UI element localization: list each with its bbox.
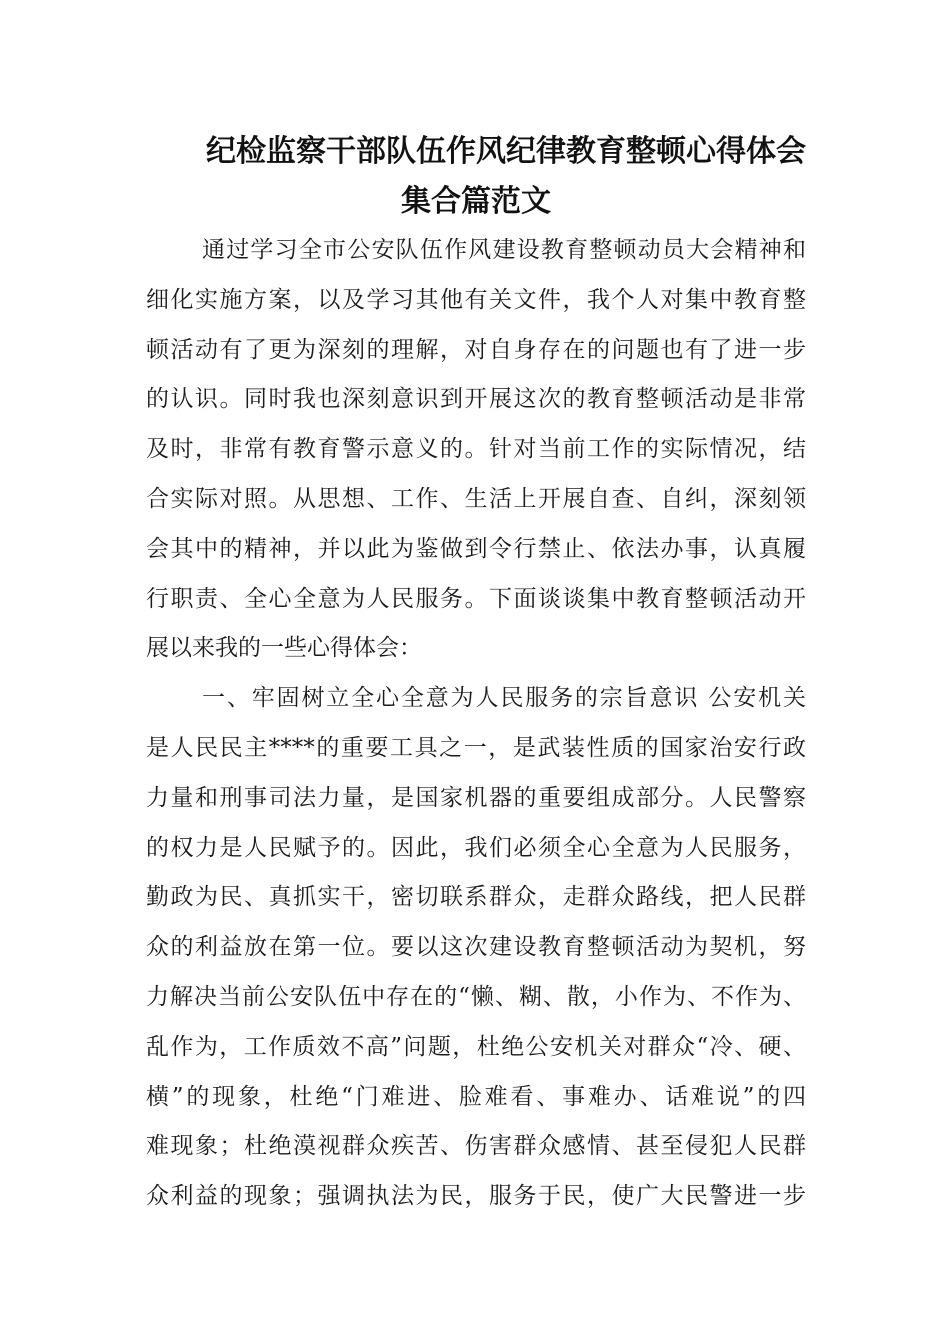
text-line: 及时，非常有教育警示意义的。针对当前工作的实际情况，结 (146, 436, 806, 463)
text-line: 一、牢固树立全心全意为人民服务的宗旨意识 公安机关 (202, 685, 806, 712)
text-line: 乱作为，工作质效不高”问题，杜绝公安机关对群众“冷、硬、 (146, 1033, 806, 1060)
text-line: 的权力是人民赋予的。因此，我们必须全心全意为人民服务， (146, 834, 806, 861)
text-line: 通过学习全市公安队伍作风建设教育整顿动员大会精神和 (202, 237, 806, 263)
text-line: 展以来我的一些心得体会： (146, 635, 422, 662)
text-line: 顿活动有了更为深刻的理解，对自身存在的问题也有了进一步 (146, 336, 806, 363)
text-line: 是人民民主****的重要工具之一，是武装性质的国家治安行政 (146, 734, 806, 761)
text-line: 力解决当前公安队伍中存在的“懒、糊、散，小作为、不作为、 (146, 983, 806, 1010)
document-body (146, 226, 806, 1222)
text-line: 会其中的精神，并以此为鉴做到令行禁止、依法办事，认真履 (146, 535, 806, 562)
document-title-line-1: 纪检监察干部队伍作风纪律教育整顿心得体会 (206, 134, 806, 169)
text-line: 众的利益放在第一位。要以这次建设教育整顿活动为契机，努 (146, 934, 806, 961)
text-line: 横”的现象，杜绝“门难进、脸难看、事难办、话难说”的四 (146, 1083, 806, 1110)
text-line: 的认识。同时我也深刻意识到开展这次的教育整顿活动是非常 (146, 386, 806, 413)
text-line: 行职责、全心全意为人民服务。下面谈谈集中教育整顿活动开 (146, 585, 806, 612)
text-line: 众利益的现象；强调执法为民，服务于民，使广大民警进一步 (146, 1183, 806, 1210)
text-line: 细化实施方案，以及学习其他有关文件，我个人对集中教育整 (146, 286, 806, 313)
document-title-line-2: 集合篇范文 (401, 184, 551, 219)
paragraph-2 (146, 674, 806, 1222)
text-line: 力量和刑事司法力量，是国家机器的重要组成部分。人民警察 (146, 784, 806, 811)
text-line: 勤政为民、真抓实干，密切联系群众，走群众路线，把人民群 (146, 884, 806, 911)
text-line: 合实际对照。从思想、工作、生活上开展自查、自纠，深刻领 (146, 485, 806, 512)
paragraph-1 (146, 226, 806, 674)
text-line: 难现象；杜绝漠视群众疾苦、伤害群众感情、甚至侵犯人民群 (146, 1133, 806, 1160)
